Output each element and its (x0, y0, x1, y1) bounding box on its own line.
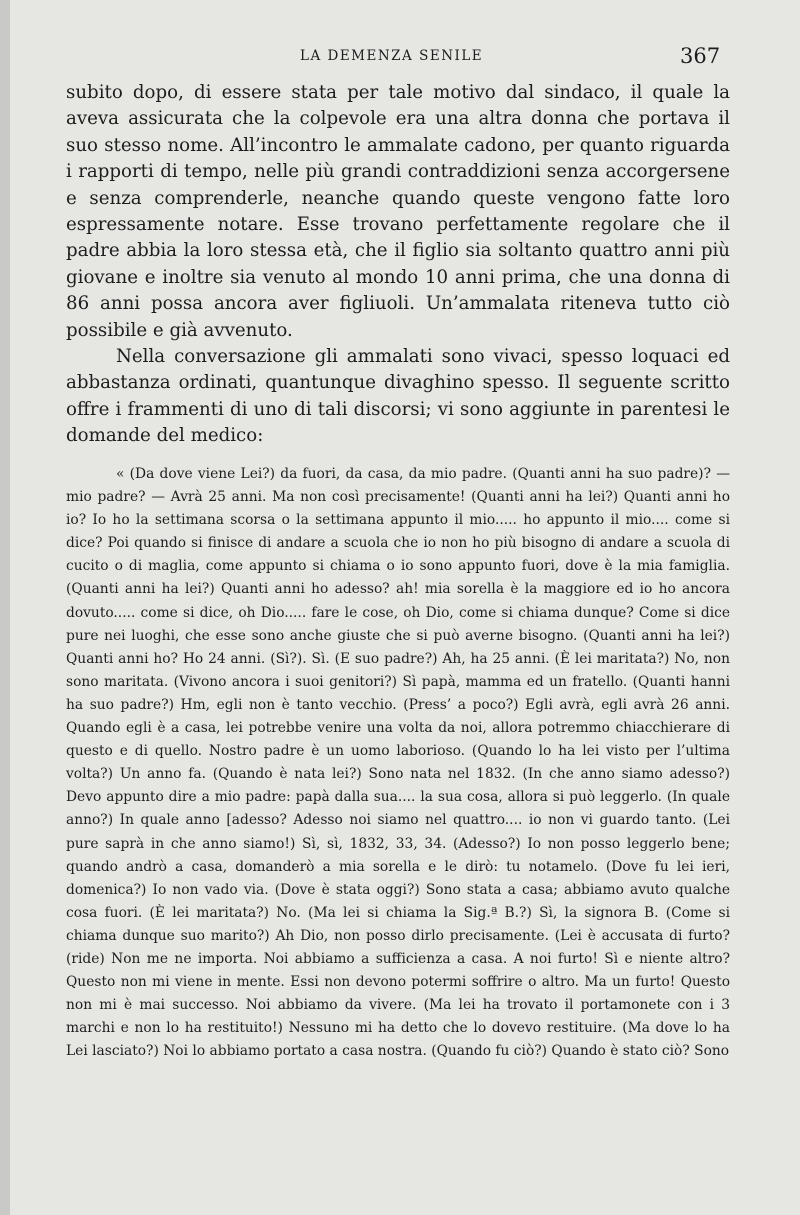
book-page (10, 0, 800, 1215)
paragraph-2: Nella conversazione gli ammalati sono vivaci, spesso loquaci ed abbastanza ordinati, quantunque divaghino spesso. Il seguente scritto offre i frammenti di uno di tali discorsi; vi sono aggiunte in parentesi le domande del medico: (66, 346, 730, 447)
quoted-dialogue (66, 463, 730, 1063)
paragraph-1: subito dopo, di essere stata per tale motivo dal sindaco, il quale la aveva assicurata che la colpevole era una altra donna che portava il suo stesso nome. All’incontro le ammalate cadono, per quanto riguarda i rapporti di tempo, nelle più grandi contraddizioni senza accorgersene e senza comprenderle, neanche quando queste vengono fatte loro espressamente notare. Esse trovano perfettamente regolare che il padre abbia la loro stessa età, che il figlio sia soltanto quattro anni più giovane e inoltre sia venuto al mondo 10 anni prima, che una donna di 86 anni possa ancora aver figliuoli. Un’ammalata riteneva tutto ciò possibile e già avvenuto. (66, 82, 730, 341)
running-title: LA DEMENZA SENILE (300, 48, 484, 64)
page-number: 367 (680, 44, 721, 68)
body-text (66, 80, 730, 450)
dialogue-transcript: « (Da dove viene Lei?) da fuori, da casa, da mio padre. (Quanti anni ha suo padre)? — mio padre? — Avrà 25 anni. Ma non così precisamente! (Quanti anni ha lei?) Quanti anni ho io? Io ho la settimana scorsa o la settimana appunto il mio..... ho appunto il mio.... come si dice? Poi quando si finisce di andare a scuola che io non ho più bisogno di andare a scuola di cucito o di maglia, come appunto si chiama o io sono appunto fuori, dove è la mia famiglia. (Quanti anni ha lei?) Quanti anni ho adesso? ah! mia sorella è la maggiore ed io ho ancora dovuto..... come si dice, oh Dio..... fare le cose, oh Dio, come si chiama dunque? Come si dice pure nei luoghi, che esse sono anche giuste che si può averne bisogno. (Quanti anni ha lei?) Quanti anni ho? Ho 24 anni. (Sì?). Sì. (E suo padre?) Ah, ha 25 anni. (È lei maritata?) No, non sono maritata. (Vivono ancora i suoi genitori?) Sì papà, mamma ed un fratello. (Quanti hanni ha suo padre?) Hm, egli non è tanto vecchio. (Press’ a poco?) Egli avrà, egli avrà 26 anni. Quando egli è a casa, lei potrebbe venire una volta da noi, allora potremmo chiacchierare di questo e di quello. Nostro padre è un uomo laborioso. (Quando lo ha lei visto per l’ultima volta?) Un anno fa. (Quando è nata lei?) Sono nata nel 1832. (In che anno siamo adesso?) Devo appunto dire a mio padre: papà dalla sua.... la sua cosa, allora si può leggerlo. (In quale anno?) In quale anno [adesso? Adesso noi siamo nel quattro.... io non vi guardo tanto. (Lei pure saprà in che anno siamo!) Sì, sì, 1832, 33, 34. (Adesso?) Io non posso leggerlo bene; quando andrò a casa, domanderò a mia sorella e le dirò: tu notamelo. (Dove fu lei ieri, domenica?) Io non vado via. (Dove è stata oggi?) Sono stata a casa; abbiamo avuto qualche cosa fuori. (È lei maritata?) No. (Ma lei si chiama la Sig.ª B.?) Sì, la signora B. (Come si chiama dunque suo marito?) Ah Dio, non posso dirlo precisamente. (Lei è accusata di furto? (ride) Non me ne importa. Noi abbiamo a sufficienza a casa. A noi furto! Sì e niente altro? Questo non mi viene in mente. Essi non devono potermi soffrire o altro. Ma un furto! Questo non mi è mai successo. Noi abbiamo da vivere. (Ma lei ha trovato il portamonete con i 3 marchi e non lo ha restituito!) Nessuno mi ha detto che lo dovevo restituire. (Ma dove lo ha Lei lasciato?) Noi lo abbiamo portato a casa nostra. (Quando fu ciò?) Quando è stato ciò? Sono (66, 466, 730, 1060)
running-head (10, 44, 800, 68)
